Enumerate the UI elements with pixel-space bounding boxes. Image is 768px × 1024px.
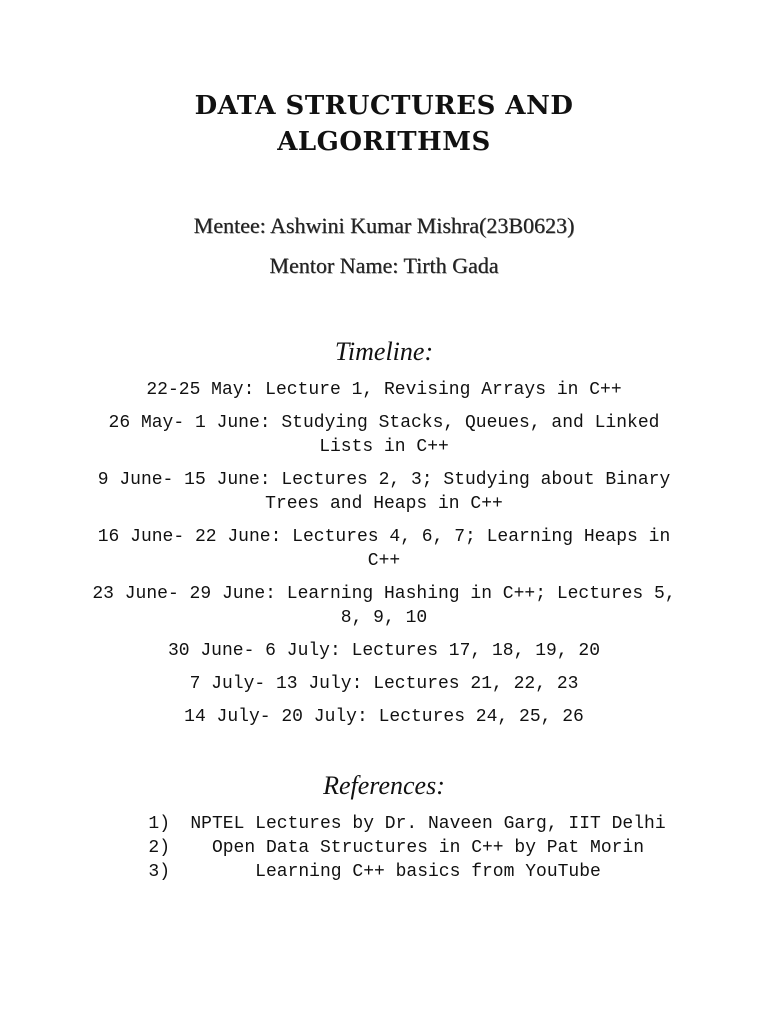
timeline-item: 26 May- 1 June: Studying Stacks, Queues, and Linked Lists in C++ <box>108 413 660 457</box>
title-line-2: ALGORITHMS <box>277 127 491 157</box>
timeline-item: 23 June- 29 June: Learning Hashing in C++; Lectures 5, 8, 9, 10 <box>92 584 676 628</box>
mentee-line: Mentee: Ashwini Kumar Mishra(23B0623) <box>193 213 575 238</box>
timeline-item: 22-25 May: Lecture 1, Revising Arrays in C++ <box>146 380 622 400</box>
timeline-item: 14 July- 20 July: Lectures 24, 25, 26 <box>184 707 584 727</box>
reference-number: 1) <box>148 814 170 834</box>
reference-text: Learning C++ basics from YouTube <box>255 862 601 882</box>
timeline-list <box>84 378 684 738</box>
references-list <box>110 812 670 884</box>
reference-item <box>110 836 670 860</box>
reference-item <box>110 812 670 836</box>
timeline-item: 7 July- 13 July: Lectures 21, 22, 23 <box>189 674 579 694</box>
references-heading: References: <box>323 771 445 800</box>
timeline-item: 16 June- 22 June: Lectures 4, 6, 7; Learning Heaps in C++ <box>97 527 671 571</box>
timeline-item: 30 June- 6 July: Lectures 17, 18, 19, 20 <box>167 641 601 661</box>
reference-number: 2) <box>148 838 170 858</box>
reference-item <box>110 860 670 884</box>
reference-number: 3) <box>148 862 170 882</box>
reference-text: Open Data Structures in C++ by Pat Morin <box>211 838 645 858</box>
title-line-1: DATA STRUCTURES AND <box>194 91 574 121</box>
timeline-item: 9 June- 15 June: Lectures 2, 3; Studying about Binary Trees and Heaps in C++ <box>97 470 671 514</box>
timeline-heading: Timeline: <box>334 337 434 366</box>
mentor-line: Mentor Name: Tirth Gada <box>269 253 499 278</box>
reference-text: NPTEL Lectures by Dr. Naveen Garg, IIT Delhi <box>190 814 666 834</box>
document-title <box>0 88 768 160</box>
